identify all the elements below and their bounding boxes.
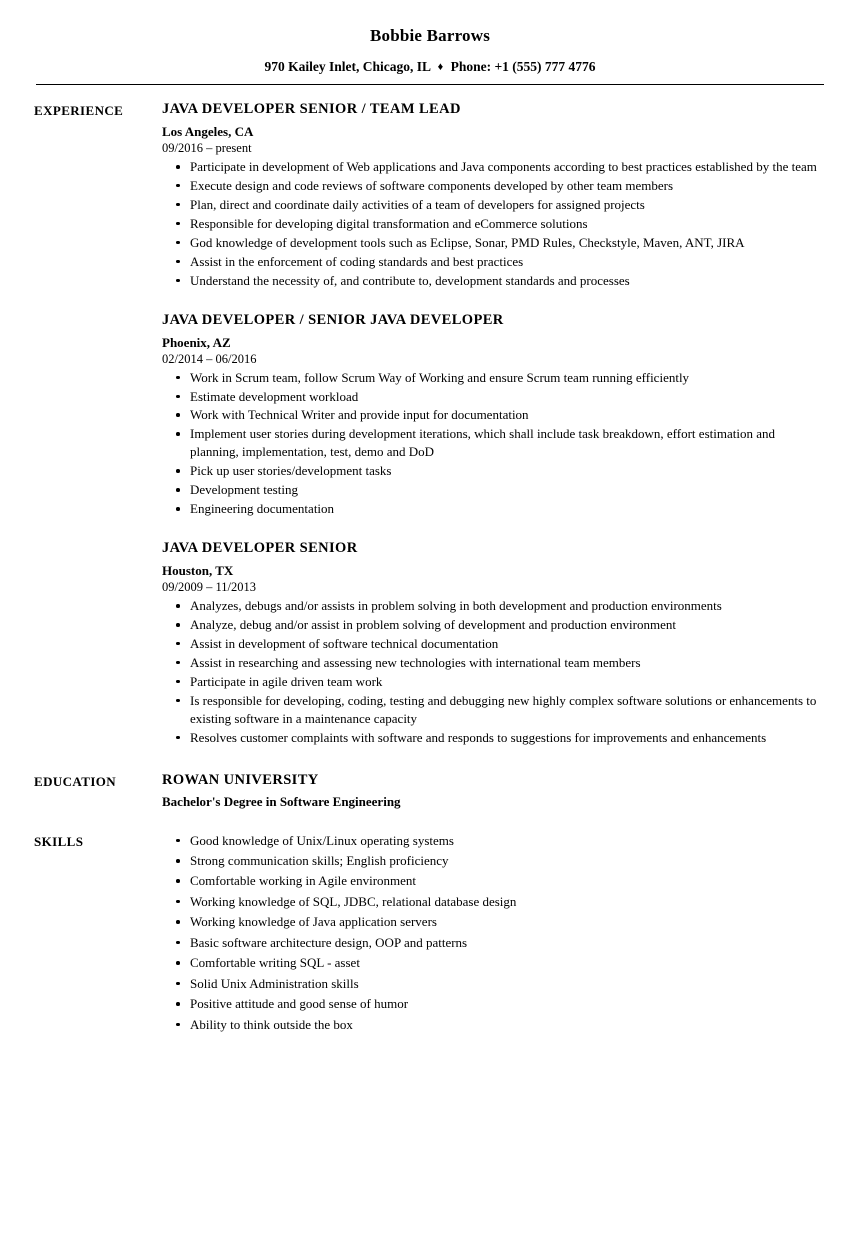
list-item: Plan, direct and coordinate daily activities of a team of developers for assigned projects: [162, 196, 826, 214]
job-bullets: [162, 597, 826, 747]
education-school: ROWAN UNIVERSITY: [162, 771, 319, 788]
list-item: Pick up user stories/development tasks: [162, 462, 826, 480]
candidate-name: Bobbie Barrows: [369, 26, 491, 45]
experience-entry: [162, 540, 826, 747]
list-item: Working knowledge of Java application servers: [162, 913, 826, 931]
job-dates: 09/2009 – 11/2013: [162, 580, 256, 595]
list-item: Assist in researching and assessing new technologies with international team members: [162, 654, 826, 672]
list-item: Responsible for developing digital transformation and eCommerce solutions: [162, 215, 826, 233]
list-item: Development testing: [162, 481, 826, 499]
experience-list: [154, 101, 826, 748]
section-education: [34, 772, 826, 810]
list-item: Comfortable writing SQL - asset: [162, 954, 826, 972]
section-label-experience: EXPERIENCE: [34, 103, 124, 118]
diamond-separator-icon: ♦: [437, 61, 444, 73]
job-location: Houston, TX: [162, 563, 234, 579]
list-item: Basic software architecture design, OOP and patterns: [162, 934, 826, 952]
list-item: Engineering documentation: [162, 500, 826, 518]
list-item: God knowledge of development tools such as Eclipse, Sonar, PMD Rules, Checkstyle, Maven, ANT, JIRA: [162, 234, 826, 252]
resume-body: [0, 101, 860, 1036]
list-item: Strong communication skills; English proficiency: [162, 852, 826, 870]
list-item: Work with Technical Writer and provide input for documentation: [162, 406, 826, 424]
section-experience: [34, 101, 826, 748]
job-location: Los Angeles, CA: [162, 124, 254, 139]
job-bullets: [162, 158, 826, 290]
candidate-phone: Phone: +1 (555) 777 4776: [450, 59, 596, 74]
list-item: Ability to think outside the box: [162, 1016, 826, 1034]
list-item: Comfortable working in Agile environment: [162, 872, 826, 890]
experience-entry: [162, 312, 826, 519]
skills-list: [154, 832, 826, 1036]
list-item: Working knowledge of SQL, JDBC, relational database design: [162, 893, 826, 911]
education-entry: [162, 772, 826, 810]
job-title: JAVA DEVELOPER / SENIOR JAVA DEVELOPER: [162, 311, 504, 328]
job-title: JAVA DEVELOPER SENIOR: [162, 540, 358, 557]
job-bullets: [162, 369, 826, 519]
resume-header: [0, 0, 860, 85]
list-item: Positive attitude and good sense of humor: [162, 995, 826, 1013]
list-item: Assist in development of software technical documentation: [162, 635, 826, 653]
list-item: Understand the necessity of, and contribute to, development standards and processes: [162, 272, 826, 290]
skills-bullets: [162, 832, 826, 1034]
section-label-education: EDUCATION: [34, 773, 117, 789]
list-item: Participate in agile driven team work: [162, 673, 826, 691]
education-degree: Bachelor's Degree in Software Engineering: [162, 793, 401, 809]
list-item: Analyze, debug and/or assist in problem solving of development and production environment: [162, 616, 826, 634]
contact-line: [0, 59, 860, 75]
job-dates: 02/2014 – 06/2016: [162, 351, 257, 366]
list-item: Good knowledge of Unix/Linux operating systems: [162, 832, 826, 850]
list-item: Analyzes, debugs and/or assists in problem solving in both development and production environments: [162, 597, 826, 615]
candidate-address: 970 Kailey Inlet, Chicago, IL: [264, 59, 431, 74]
list-item: Estimate development workload: [162, 388, 826, 406]
job-dates: 09/2016 – present: [162, 141, 252, 155]
list-item: Resolves customer complaints with software and responds to suggestions for improvements and enhancements: [162, 729, 826, 747]
experience-entry: [162, 101, 826, 290]
list-item: Work in Scrum team, follow Scrum Way of Working and ensure Scrum team running efficiently: [162, 369, 826, 387]
job-location: Phoenix, AZ: [162, 334, 231, 350]
section-label-skills: SKILLS: [34, 833, 84, 849]
list-item: Execute design and code reviews of software components developed by other team members: [162, 177, 826, 195]
list-item: Is responsible for developing, coding, testing and debugging new highly complex software solutions or enhancements to existing software in a maintenance capacity: [162, 692, 826, 728]
header-divider: [36, 84, 824, 85]
education-list: [154, 772, 826, 810]
list-item: Participate in development of Web applications and Java components according to best practices established by the team: [162, 158, 826, 176]
list-item: Solid Unix Administration skills: [162, 975, 826, 993]
list-item: Assist in the enforcement of coding standards and best practices: [162, 253, 826, 271]
section-skills: [34, 832, 826, 1036]
job-title: JAVA DEVELOPER SENIOR / TEAM LEAD: [162, 101, 461, 117]
list-item: Implement user stories during development iterations, which shall include task breakdown, effort estimation and planning, implementation, test, demo and DoD: [162, 425, 826, 461]
